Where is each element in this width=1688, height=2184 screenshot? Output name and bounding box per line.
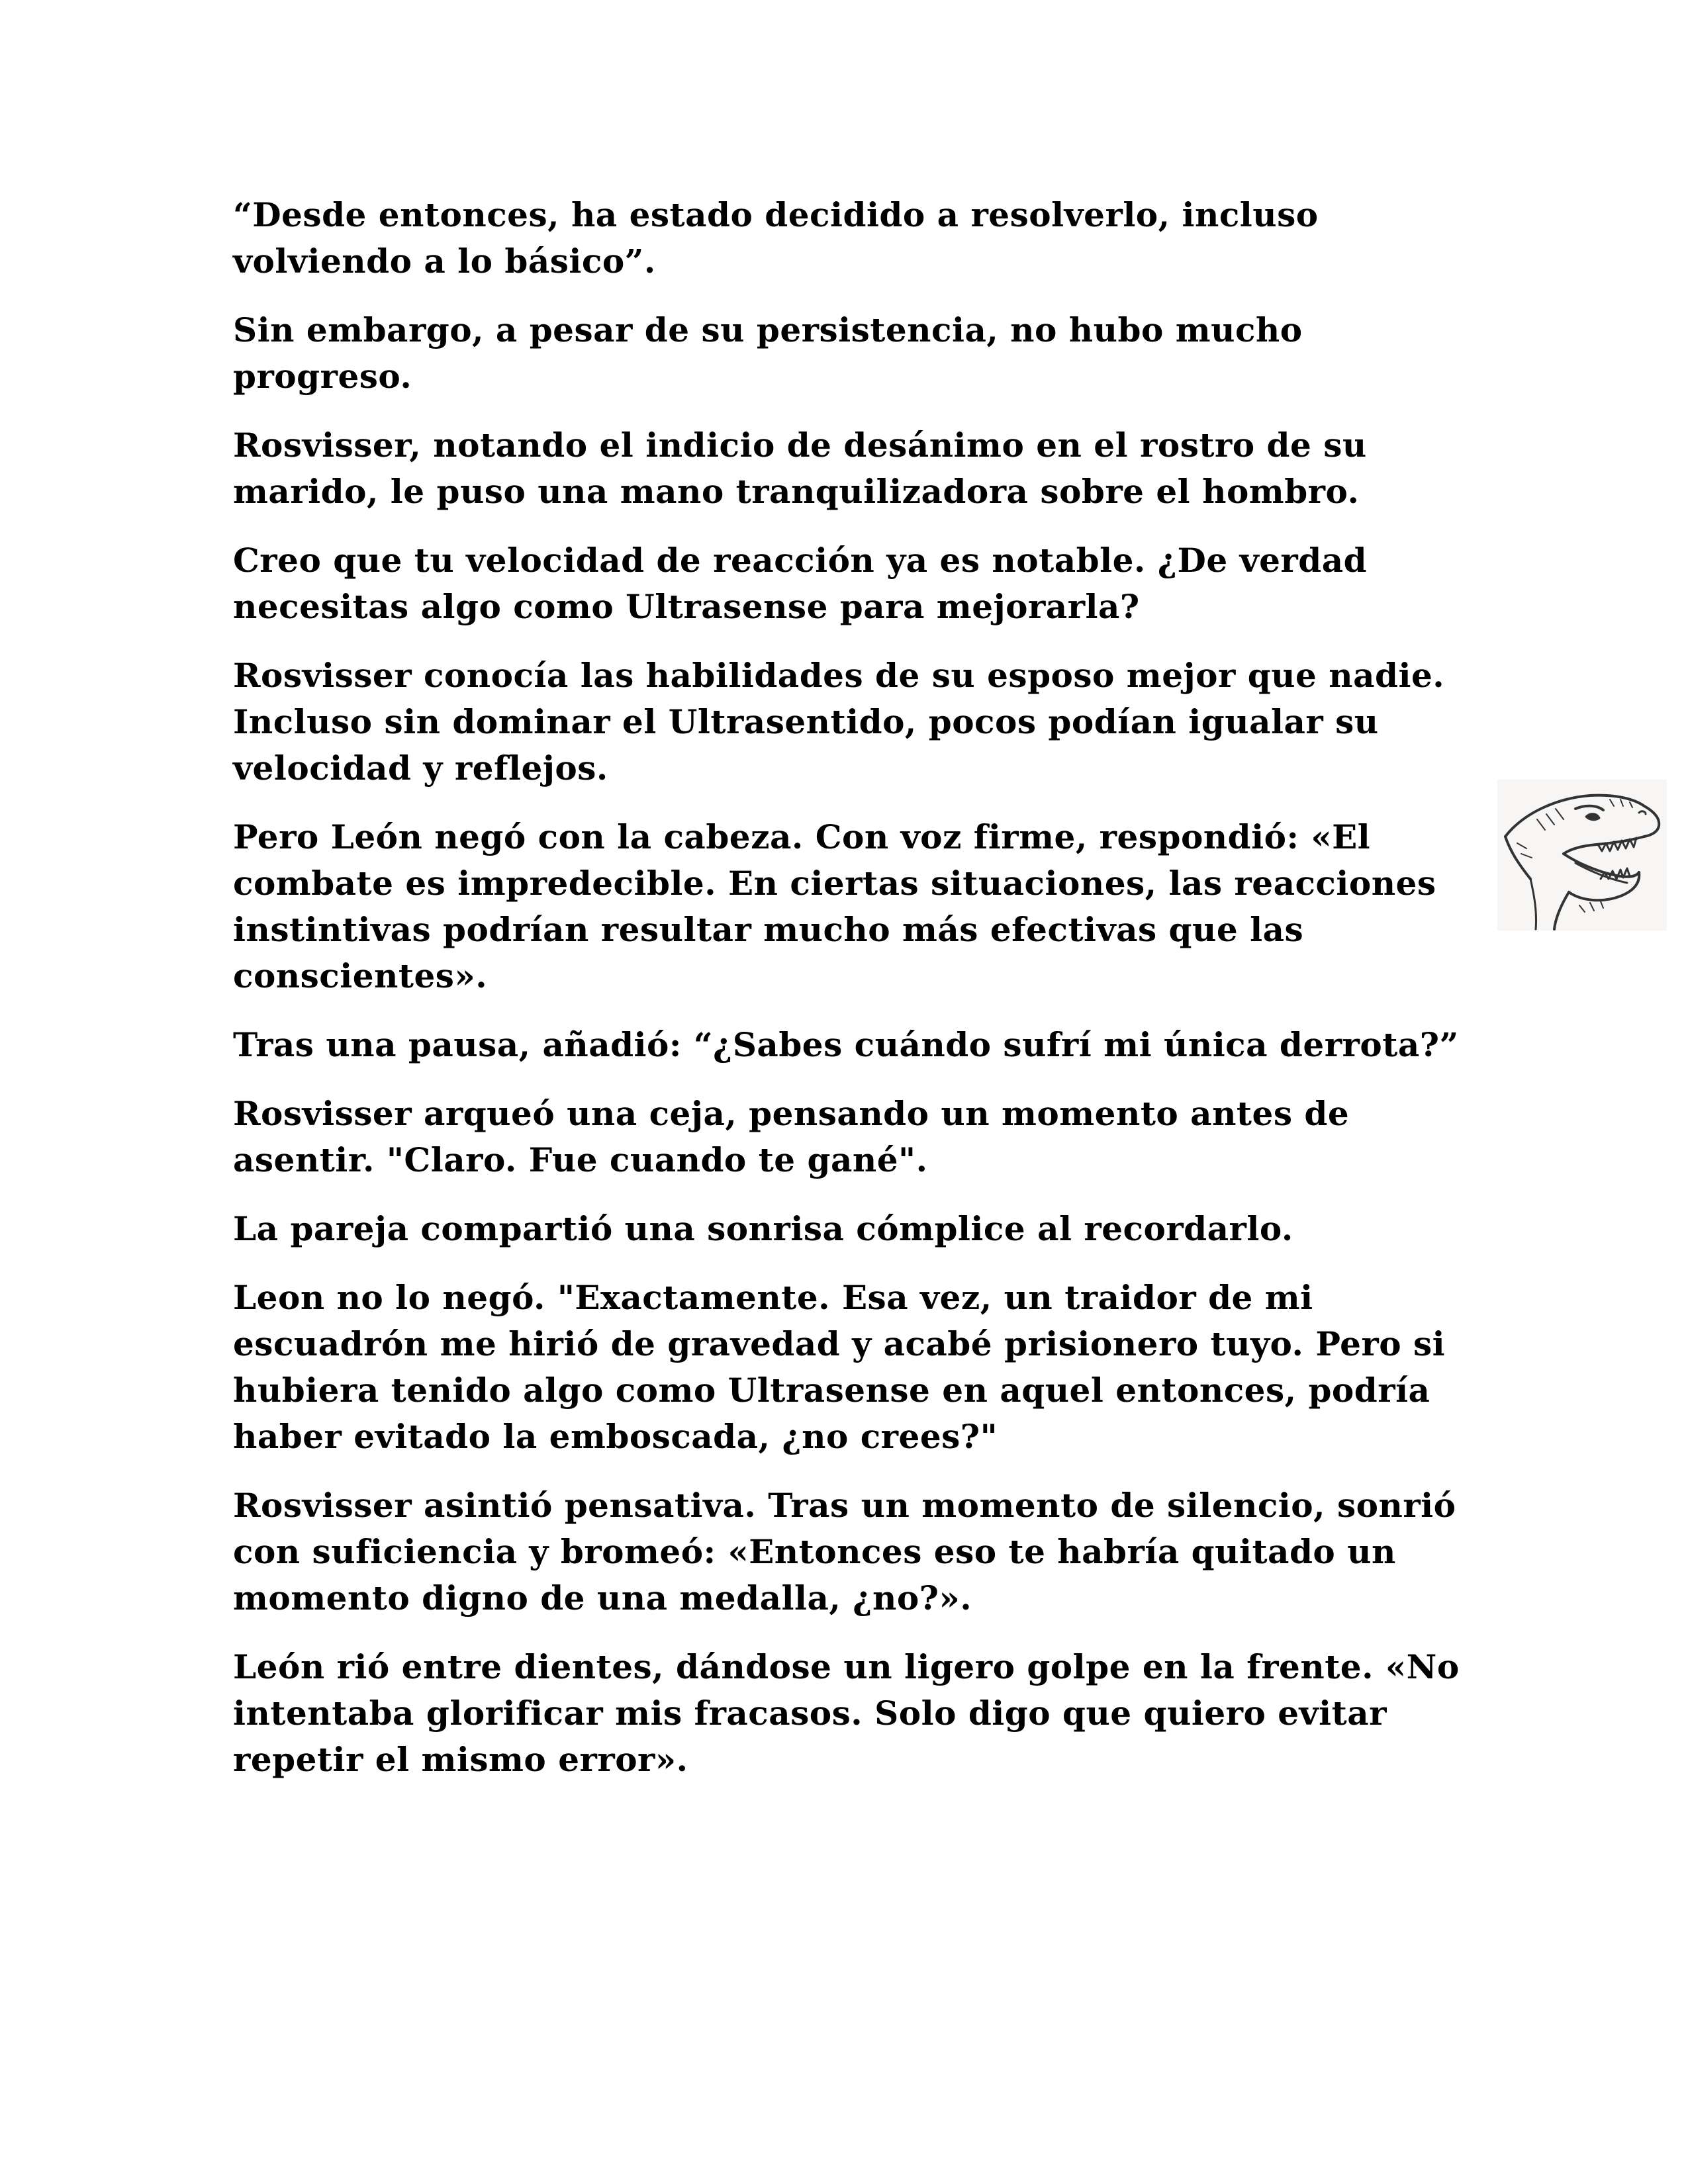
paragraph-10: Leon no lo negó. "Exactamente. Esa vez, un traidor de mi escuadrón me hirió de gravedad y acabé prisionero tuyo. Pero si hubiera tenido algo como Ultrasense en aquel entonces, podría haber evitado la emboscada, ¿no crees?" (233, 1278, 1446, 1456)
paragraph-9: La pareja compartió una sonrisa cómplice al recordarlo. (233, 1209, 1293, 1248)
paragraph-6: Pero León negó con la cabeza. Con voz firme, respondió: «El combate es impredecible. En ciertas situaciones, las reacciones instintivas podrían resultar mucho más efectivas que las conscientes». (233, 817, 1436, 995)
paragraph-12: León rió entre dientes, dándose un ligero golpe en la frente. «No intentaba glorificar mis fracasos. Solo digo que quiero evitar repetir el mismo error». (233, 1647, 1460, 1779)
paragraph-5: Rosvisser conocía las habilidades de su esposo mejor que nadie. Incluso sin dominar el Ultrasentido, pocos podían igualar su velocidad y reflejos. (233, 656, 1445, 788)
paragraph-3: Rosvisser, notando el indicio de desánimo en el rostro de su marido, le puso una mano tranquilizadora sobre el hombro. (233, 426, 1367, 511)
document-body (233, 192, 1464, 1783)
paragraph-1: “Desde entonces, ha estado decidido a resolverlo, incluso volviendo a lo básico”. (233, 195, 1319, 281)
paragraph-8: Rosvisser arqueó una ceja, pensando un momento antes de asentir. "Claro. Fue cuando te gané". (233, 1094, 1350, 1179)
paragraph-2: Sin embargo, a pesar de su persistencia, no hubo mucho progreso. (233, 310, 1303, 396)
paragraph-7: Tras una pausa, añadió: “¿Sabes cuándo sufrí mi única derrota?” (233, 1025, 1459, 1064)
dinosaur-sketch-icon (1497, 780, 1667, 931)
paragraph-11: Rosvisser asintió pensativa. Tras un momento de silencio, sonrió con suficiencia y bromeó: «Entonces eso te habría quitado un momento digno de una medalla, ¿no?». (233, 1486, 1456, 1617)
paragraph-4: Creo que tu velocidad de reacción ya es notable. ¿De verdad necesitas algo como Ultrasense para mejorarla? (233, 541, 1368, 626)
